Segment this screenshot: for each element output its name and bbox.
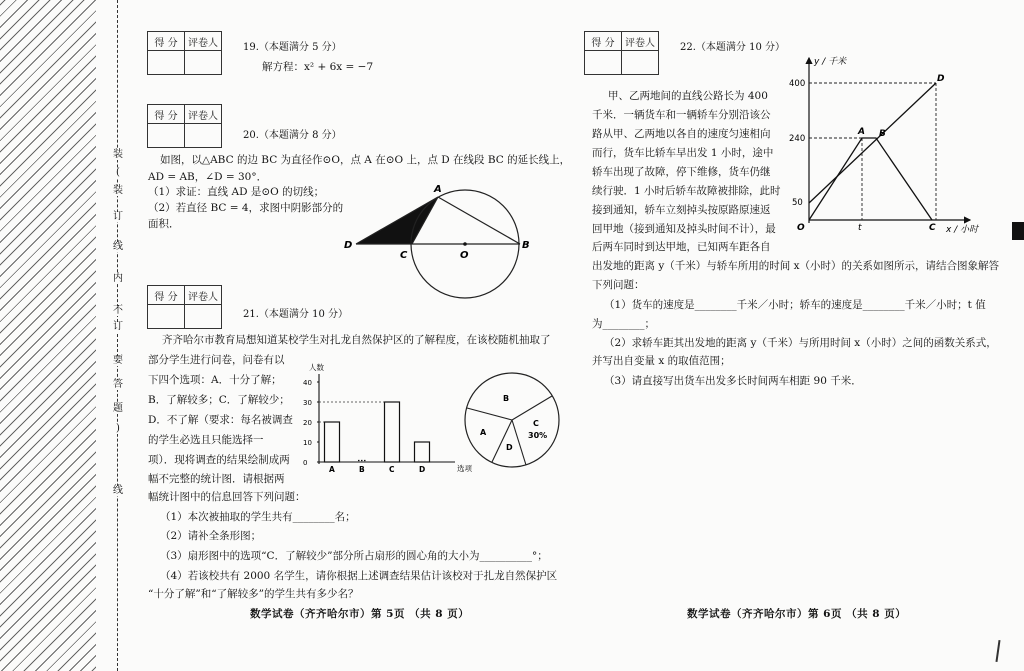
q19-equation: 解方程：x² + 6x = −7: [262, 61, 374, 73]
label-d: D: [344, 240, 353, 251]
point-a: A: [858, 127, 865, 137]
q21-line7: 项）．现将调查的结果绘制成两: [148, 454, 290, 466]
grader-header: 评卷人: [185, 105, 222, 124]
pie-slice-border: [467, 408, 512, 420]
bar-y-tick-label: 30: [303, 399, 312, 407]
score-header: 得 分: [148, 105, 185, 124]
q21-sub2: （2）请补全条形图；: [160, 530, 262, 542]
binding-char: ): [110, 424, 126, 434]
q21-sub4b: “十分了解”和“了解较多”的学生共有多少名？: [148, 588, 359, 600]
q22-p10: 出发地的距离 y（千米）与轿车所用的时间 x（小时）的关系如图所示，请结合图象解答: [592, 260, 1000, 272]
binding-char: 题: [110, 404, 126, 414]
q20-line5: 面积．: [148, 218, 180, 230]
q22-p8: 回甲地（接到通知及掉头时间不计），最: [592, 223, 776, 235]
q21-sub1: （1）本次被抽取的学生共有________名；: [160, 511, 356, 523]
grader-header: 评卷人: [185, 32, 222, 51]
bar-cat-label: D: [419, 465, 426, 474]
q20-geometry-figure: [336, 180, 536, 310]
q22-p7: 接到通知，轿车立刻掉头按原路原速返: [592, 204, 771, 216]
q21-line8: 幅不完整的统计图．请根据两: [148, 473, 285, 485]
point-d: D: [937, 74, 945, 84]
binding-dashed-line: [117, 0, 118, 671]
score-box-q19: [147, 31, 222, 75]
grader-header: 评卷人: [622, 32, 659, 51]
bar-A: [325, 422, 340, 462]
q21-bar-chart: [295, 360, 485, 475]
edge-marker: [1012, 222, 1024, 240]
bar-y-tick-label: 40: [303, 379, 312, 387]
grader-cell[interactable]: [622, 51, 659, 75]
pie-label-c: C: [533, 419, 539, 428]
edge-stroke: [995, 640, 1000, 662]
label-a: A: [434, 184, 442, 195]
binding-hatch: [0, 0, 96, 671]
bar-C: [385, 402, 400, 462]
origin-label: O: [797, 223, 805, 233]
q20-line2: AD = AB，∠D = 30°．: [148, 171, 268, 183]
q21-line6: 的学生必选且只能选择一: [148, 434, 264, 446]
score-box-q21: [147, 285, 222, 329]
q20-line1: 如图，以△ABC 的边 BC 为直径作⊙O，点 A 在⊙O 上，点 D 在线段 BC 的延长线上，: [160, 154, 571, 166]
pie-label-d: D: [506, 443, 513, 452]
q21-line3: 下四个选项：A．十分了解；: [148, 374, 282, 386]
binding-char: 订: [110, 322, 126, 332]
q22-p4: 而行，货车比轿车早出发 1 小时，途中: [592, 147, 774, 159]
y-tick-400: 400: [789, 79, 806, 89]
pie-annotation: 30%: [528, 431, 548, 440]
score-cell[interactable]: [148, 124, 185, 148]
q21-line4: B．了解较多；C．了解较少；: [148, 394, 290, 406]
pie-label-a: A: [480, 428, 487, 437]
point-b: B: [879, 129, 886, 139]
line-ab: [438, 197, 520, 244]
q20-head: 20.（本题满分 8 分）: [243, 130, 342, 141]
bar-x-label: 选项: [457, 464, 472, 473]
y-tick-50: 50: [792, 198, 803, 208]
grader-cell[interactable]: [185, 124, 222, 148]
q22-s2b: 并写出自变量 x 的取值范围；: [592, 355, 731, 367]
q21-line9: 幅统计图中的信息回答下列问题：: [148, 491, 306, 503]
label-c: C: [400, 250, 408, 261]
score-box-q20: [147, 104, 222, 148]
car-line: [809, 138, 932, 220]
pie-label-b: B: [503, 394, 510, 403]
q22-s1b: 为________；: [592, 318, 655, 330]
bar-y-tick-label: 0: [303, 459, 308, 467]
score-box-q22: [584, 31, 659, 75]
grader-header: 评卷人: [185, 286, 222, 305]
grader-cell[interactable]: [185, 305, 222, 329]
y-tick-240: 240: [789, 134, 806, 144]
bar-D: [415, 442, 430, 462]
q22-head: 22.（本题满分 10 分）: [680, 42, 785, 53]
binding-char: 不: [110, 306, 126, 316]
pie-slice-border: [492, 420, 512, 462]
center-point: [463, 242, 467, 246]
binding-char: 内: [110, 274, 126, 284]
label-b: B: [522, 240, 530, 251]
pie-slice-border: [512, 396, 552, 420]
q21-line1: 齐齐哈尔市教育局想知道某校学生对扎龙自然保护区的了解程度，在该校随机抽取了: [162, 334, 551, 346]
q21-line2: 部分学生进行问卷，问卷有以: [148, 354, 285, 366]
q22-s1a: （1）货车的速度是________千米／小时；轿车的速度是________千米／小时；t 值: [604, 299, 986, 311]
bar-cat-label: C: [389, 465, 395, 474]
footer-left: 数学试卷（齐齐哈尔市）第 5页 （共 8 页）: [250, 608, 470, 620]
q22-s2a: （2）求轿车距其出发地的距离 y（千米）与所用时间 x（小时）之间的函数关系式，: [604, 337, 997, 349]
q22-p9: 后两车同时到达甲地，已知两车距各自: [592, 241, 771, 253]
score-header: 得 分: [148, 286, 185, 305]
bar-cat-label: B: [359, 465, 365, 474]
label-o: O: [460, 250, 469, 261]
q20-line4: （2）若直径 BC = 4，求图中阴影部分的: [148, 202, 344, 214]
q22-p2: 千米．一辆货车和一辆轿车分别沿该公: [592, 109, 771, 121]
q21-sub4a: （4）若该校共有 2000 名学生，请你根据上述调查结果估计该校对于扎龙自然保护区: [160, 570, 558, 582]
score-cell[interactable]: [148, 305, 185, 329]
truck-line: [809, 83, 936, 203]
q21-line5: D．不了解（要求：每名被调查: [148, 414, 293, 426]
q22-p6: 续行驶．1 小时后轿车故障被排除，此时: [592, 185, 781, 197]
binding-char: 要: [110, 356, 126, 366]
footer-right: 数学试卷（齐齐哈尔市）第 6页 （共 8 页）: [687, 608, 907, 620]
q20-line3: （1）求证：直线 AD 是⊙O 的切线；: [148, 186, 325, 198]
binding-char: (: [110, 168, 126, 178]
binding-char: 线: [110, 486, 126, 496]
q22-p5: 轿车出现了故障，停下维修，货车仍继: [592, 166, 771, 178]
score-header: 得 分: [148, 32, 185, 51]
binding-char: 装: [110, 186, 126, 196]
score-cell[interactable]: [148, 51, 185, 75]
bar-y-tick-label: 10: [303, 439, 312, 447]
grader-cell[interactable]: [185, 51, 222, 75]
score-header: 得 分: [585, 32, 622, 51]
bar-y-tick-label: 20: [303, 419, 312, 427]
q21-sub3: （3）扇形图中的选项“C．了解较少”部分所占扇形的圆心角的大小为__________°；: [160, 550, 548, 562]
q21-pie-chart: [460, 368, 565, 473]
score-cell[interactable]: [585, 51, 622, 75]
q21-head: 21.（本题满分 10 分）: [243, 309, 348, 320]
binding-char: 装: [110, 150, 126, 160]
q22-s3: （3）请直接写出货车出发多长时间两车相距 90 千米．: [604, 375, 862, 387]
q22-p3: 路从甲、乙两地以各自的速度匀速相向: [592, 128, 771, 140]
binding-char: 订: [110, 212, 126, 222]
x-axis-label: x / 小时: [946, 225, 979, 235]
q19-head: 19.（本题满分 5 分）: [243, 42, 342, 53]
binding-char: 线: [110, 242, 126, 252]
x-tick-t: t: [858, 223, 862, 233]
q22-p11: 下列问题：: [592, 279, 645, 291]
y-axis-label: y / 千米: [814, 57, 847, 67]
q22-line-graph: [780, 50, 1010, 240]
pie-slice-border: [512, 420, 526, 465]
x-tick-c: C: [929, 223, 936, 233]
bar-y-label: 人数: [309, 363, 324, 372]
q22-p1: 甲、乙两地间的直线公路长为 400: [608, 90, 768, 102]
bar-cat-label: A: [329, 465, 335, 474]
binding-char: 答: [110, 380, 126, 390]
